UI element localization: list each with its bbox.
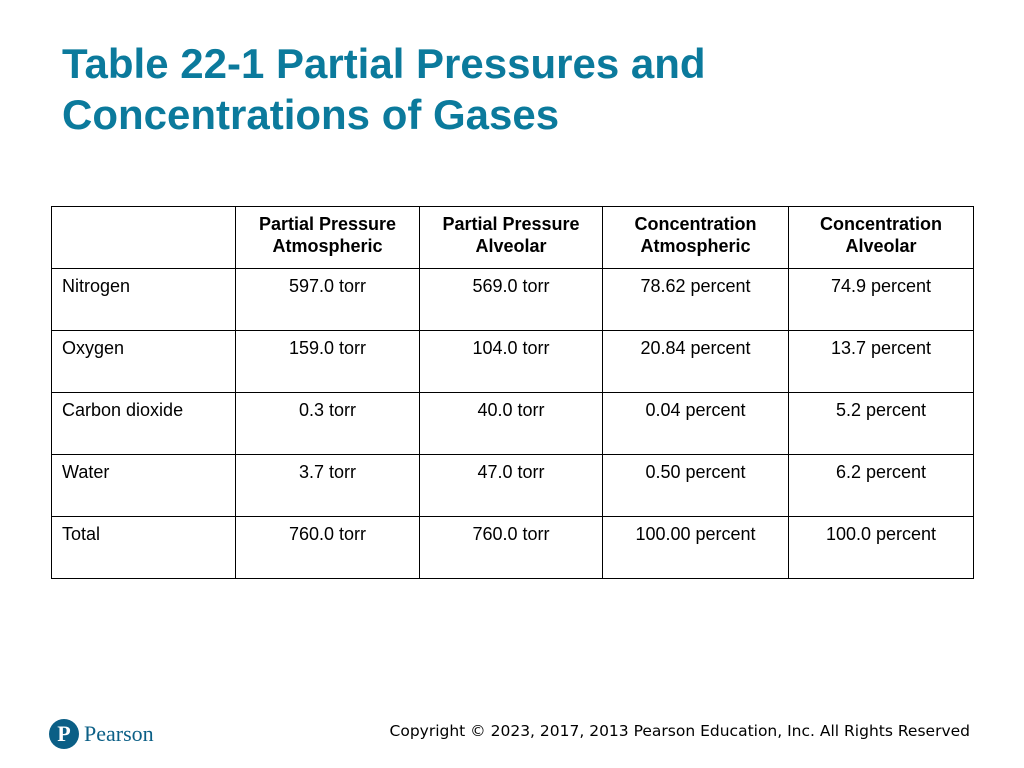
table-cell: 100.0 percent	[789, 517, 974, 579]
table-header-cell-corner	[52, 207, 236, 269]
copyright-notice: Copyright © 2023, 2017, 2013 Pearson Education, Inc. All Rights Reserved	[389, 722, 970, 740]
header-line-2: Atmospheric	[640, 236, 751, 256]
table-cell: 569.0 torr	[420, 269, 603, 331]
pearson-wordmark: Pearson	[84, 721, 154, 746]
table-cell: 6.2 percent	[789, 455, 974, 517]
table-cell: 47.0 torr	[420, 455, 603, 517]
table-cell: 74.9 percent	[789, 269, 974, 331]
table-cell: 597.0 torr	[236, 269, 420, 331]
table-row	[52, 393, 974, 455]
row-label-cell: Carbon dioxide	[52, 393, 236, 455]
table-header-cell	[236, 207, 420, 269]
table-cell: 13.7 percent	[789, 331, 974, 393]
header-line-1: Concentration	[819, 214, 942, 234]
table-header-cell	[603, 207, 789, 269]
table-cell: 0.50 percent	[603, 455, 789, 517]
row-label-cell: Water	[52, 455, 236, 517]
row-label-cell: Total	[52, 517, 236, 579]
pearson-p-icon: P	[49, 719, 79, 749]
table-cell: 40.0 torr	[420, 393, 603, 455]
header-line-1: Partial Pressure	[442, 214, 580, 234]
header-line-1: Concentration	[634, 214, 757, 234]
table-cell: 20.84 percent	[603, 331, 789, 393]
table-header-cell	[789, 207, 974, 269]
slide-title-line-1: Table 22-1 Partial Pressures and	[62, 40, 706, 87]
slide-title	[62, 38, 962, 140]
table-cell: 100.00 percent	[603, 517, 789, 579]
table-header-cell	[420, 207, 603, 269]
table-cell: 159.0 torr	[236, 331, 420, 393]
table-row	[52, 269, 974, 331]
table-row	[52, 331, 974, 393]
header-line-1: Partial Pressure	[258, 214, 397, 234]
table-cell: 760.0 torr	[420, 517, 603, 579]
header-line-2: Alveolar	[845, 236, 917, 256]
row-label-cell: Nitrogen	[52, 269, 236, 331]
table-cell: 78.62 percent	[603, 269, 789, 331]
table-cell: 0.04 percent	[603, 393, 789, 455]
pearson-logo	[49, 719, 154, 749]
table-header-row	[52, 207, 974, 269]
header-line-2: Atmospheric	[272, 236, 383, 256]
header-line-2: Alveolar	[475, 236, 547, 256]
footer	[0, 712, 1024, 758]
table-cell: 0.3 torr	[236, 393, 420, 455]
table-cell: 760.0 torr	[236, 517, 420, 579]
table-cell: 5.2 percent	[789, 393, 974, 455]
gas-table	[51, 206, 974, 579]
table-row	[52, 517, 974, 579]
row-label-cell: Oxygen	[52, 331, 236, 393]
table-cell: 3.7 torr	[236, 455, 420, 517]
slide-title-line-2: Concentrations of Gases	[62, 91, 560, 138]
table-row	[52, 455, 974, 517]
table-cell: 104.0 torr	[420, 331, 603, 393]
